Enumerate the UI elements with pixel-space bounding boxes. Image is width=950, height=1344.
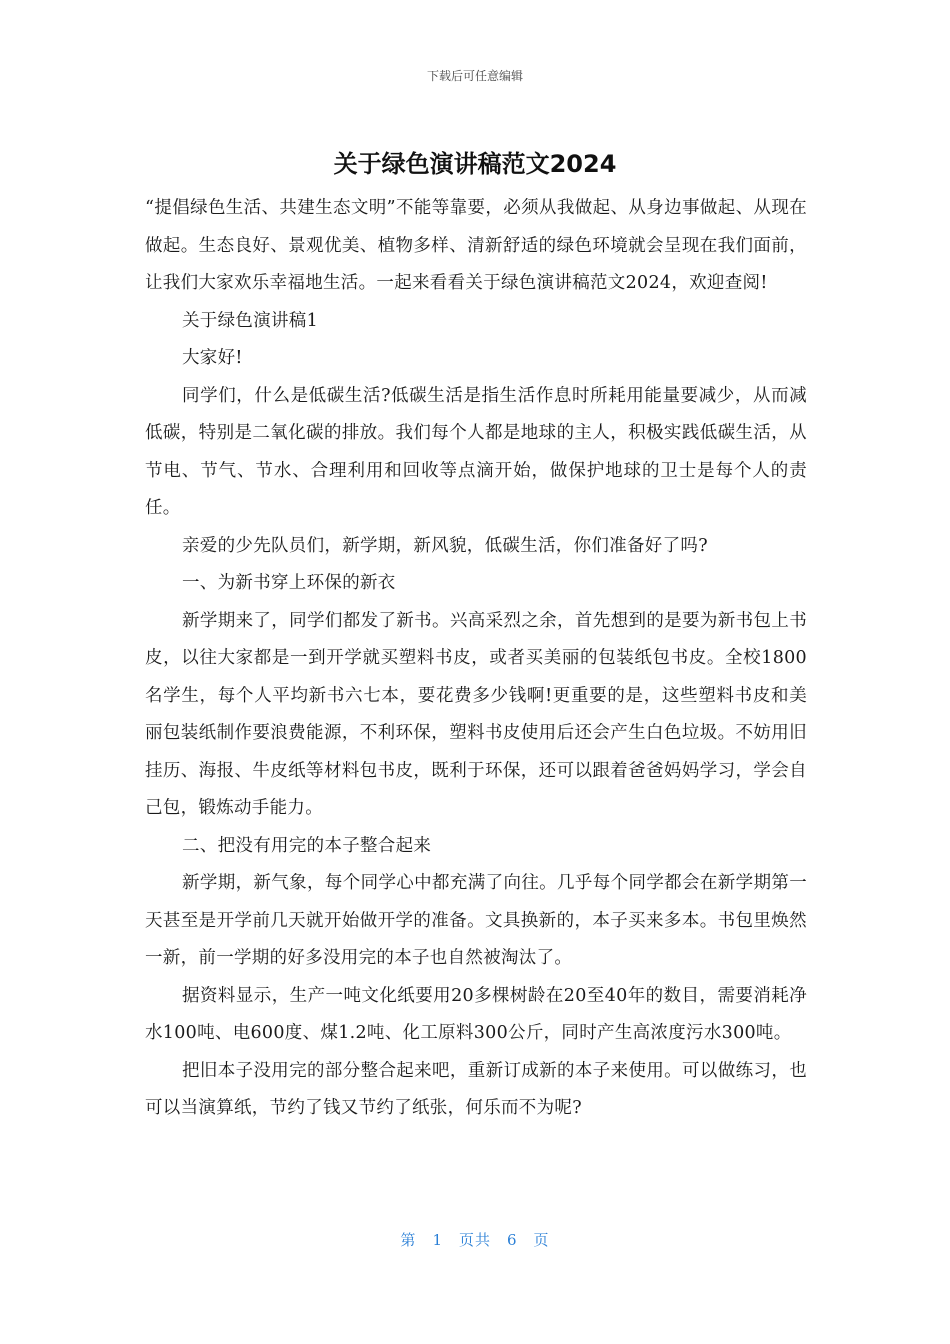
paragraph-body: 把旧本子没用完的部分整合起来吧，重新订成新的本子来使用。可以做练习，也可以当演算纸，节约了钱又节约了纸张，何乐而不为呢? <box>145 1060 807 1118</box>
paragraph-body: 新学期来了，同学们都发了新书。兴高采烈之余，首先想到的是要为新书包上书皮，以往大家都是一到开学就买塑料书皮，或者买美丽的包装纸包书皮。全校1800名学生，每个人平均新书六七本，要花费多少钱啊!更重要的是，这些塑料书皮和美丽包装纸制作要浪费能源，不利环保，塑料书皮使用后还会产生白色垃圾。不妨用旧挂历、海报、牛皮纸等材料包书皮，既利于环保，还可以跟着爸爸妈妈学习，学会自己包，锻炼动手能力。 <box>145 610 807 818</box>
footer-label-total: 页共 <box>458 1231 491 1249</box>
paragraph-body: 亲爱的少先队员们，新学期，新风貌，低碳生活，你们准备好了吗? <box>182 535 708 556</box>
paragraph-section-heading: 关于绿色演讲稿1 <box>182 310 319 331</box>
paragraph-intro: “提倡绿色生活、共建生态文明”不能等靠要，必须从我做起、从身边事做起、从现在做起。生态良好、景观优美、植物多样、清新舒适的绿色环境就会呈现在我们面前，让我们大家欢乐幸福地生活。一起来看看关于绿色演讲稿范文2024，欢迎查阅! <box>145 198 807 293</box>
paragraph-body: 新学期，新气象，每个同学心中都充满了向往。几乎每个同学都会在新学期第一天甚至是开学前几天就开始做开学的准备。文具换新的，本子买来多本。书包里焕然一新，前一学期的好多没用完的本子也自然被淘汰了。 <box>145 873 807 968</box>
page-number-footer <box>0 1229 950 1250</box>
document-body <box>145 190 807 1128</box>
paragraph-subheading: 二、把没有用完的本子整合起来 <box>182 835 432 856</box>
footer-label-end: 页 <box>533 1231 550 1249</box>
paragraph-body: 同学们，什么是低碳生活?低碳生活是指生活作息时所耗用能量要减少，从而减低碳，特别是二氧化碳的排放。我们每个人都是地球的主人，积极实践低碳生活，从节电、节气、节水、合理利用和回收等点滴开始，做保护地球的卫士是每个人的责任。 <box>145 385 807 518</box>
paragraph-body: 据资料显示，生产一吨文化纸要用20多棵树龄在20至40年的数目，需要消耗净水100吨、电600度、煤1.2吨、化工原料300公斤，同时产生高浓度污水300吨。 <box>145 985 807 1043</box>
page-header-note: 下载后可任意编辑 <box>426 69 523 83</box>
footer-label-page: 第 <box>400 1231 417 1249</box>
document-title: 关于绿色演讲稿范文2024 <box>333 150 617 178</box>
footer-current-page: 1 <box>432 1231 443 1249</box>
paragraph-subheading: 一、为新书穿上环保的新衣 <box>182 573 396 593</box>
paragraph-greeting: 大家好! <box>182 348 243 368</box>
footer-total-pages: 6 <box>507 1231 518 1249</box>
